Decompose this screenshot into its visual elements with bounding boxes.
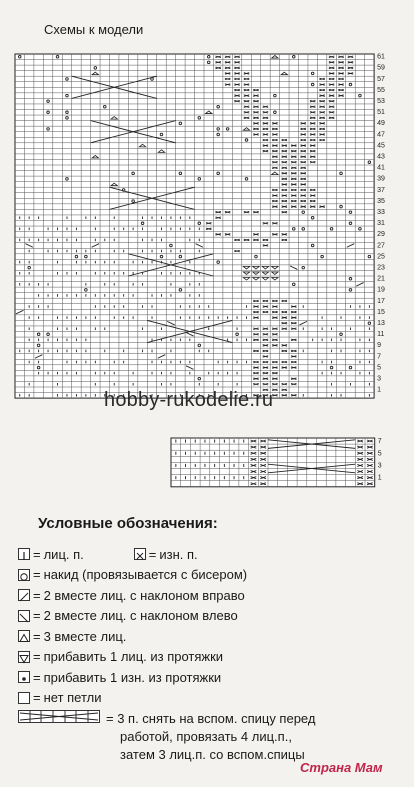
purl-icon xyxy=(134,548,146,560)
legend-item-inc-purl: = прибавить 1 изн. из протяжки xyxy=(18,667,408,688)
row-number-label: 3 xyxy=(377,375,382,383)
page-title: Схемы к модели xyxy=(44,22,144,37)
row-number-label: 15 xyxy=(377,308,385,316)
row-number-label: 7 xyxy=(377,438,382,446)
cable-icon xyxy=(18,710,100,729)
row-number-label: 17 xyxy=(377,297,385,305)
legend-item-no-stitch: = нет петли xyxy=(18,688,408,709)
row-number-label: 19 xyxy=(377,286,385,294)
site-logo: Страна Мам xyxy=(300,760,383,775)
row-number-label: 39 xyxy=(377,175,385,183)
legend-item-k2tog-left: = 2 вместе лиц. с наклоном влево xyxy=(18,606,408,627)
legend xyxy=(18,544,408,764)
row-number-label: 45 xyxy=(377,142,385,150)
row-number-label: 23 xyxy=(377,264,385,272)
row-number-label: 21 xyxy=(377,275,385,283)
knitting-chart-main xyxy=(14,53,394,423)
row-number-label: 27 xyxy=(377,242,385,250)
row-number-label: 53 xyxy=(377,97,385,105)
row-number-label: 25 xyxy=(377,253,385,261)
yarn-over-bead-icon xyxy=(18,569,30,581)
row-number-label: 55 xyxy=(377,86,385,94)
row-number-label: 3 xyxy=(377,462,382,470)
legend-item-k3tog: = 3 вместе лиц. xyxy=(18,626,408,647)
legend-item-cable: = 3 п. снять на вспом. спицу перед работой, провязать 4 лиц.п., затем 3 лиц.п. со вспом.спицы xyxy=(18,710,408,764)
row-number-label: 51 xyxy=(377,109,385,117)
row-number-label: 57 xyxy=(377,75,385,83)
k2tog-left-icon xyxy=(18,610,30,622)
inc-knit-icon xyxy=(18,651,30,663)
legend-title: Условные обозначения: xyxy=(38,515,218,532)
legend-item-knit: = лиц. п. = изн. п. xyxy=(18,544,408,565)
row-number-label: 59 xyxy=(377,64,385,72)
row-number-label: 11 xyxy=(377,331,385,339)
knit-icon xyxy=(18,548,30,560)
k2tog-right-icon xyxy=(18,589,30,601)
legend-item-yarn-over: = накид (провязывается с бисером) xyxy=(18,565,408,586)
k3tog-icon xyxy=(18,630,30,642)
row-number-label: 31 xyxy=(377,220,385,228)
watermark-text: hobby-rukodelie.ru xyxy=(104,389,274,411)
row-number-label: 49 xyxy=(377,120,385,128)
row-number-label: 33 xyxy=(377,208,385,216)
row-number-label: 5 xyxy=(377,450,382,458)
legend-item-k2tog-right: = 2 вместе лиц. с наклоном вправо xyxy=(18,585,408,606)
row-number-label: 5 xyxy=(377,364,382,372)
row-number-label: 35 xyxy=(377,197,385,205)
row-number-label: 1 xyxy=(377,386,382,394)
inc-purl-icon xyxy=(18,671,30,683)
row-number-label: 37 xyxy=(377,186,385,194)
row-number-label: 41 xyxy=(377,164,385,172)
knitting-chart-cable xyxy=(170,437,400,489)
row-number-label: 61 xyxy=(377,53,385,61)
row-number-label: 1 xyxy=(377,474,382,482)
row-number-label: 43 xyxy=(377,153,385,161)
row-number-label: 7 xyxy=(377,353,382,361)
row-number-label: 13 xyxy=(377,319,385,327)
row-number-label: 29 xyxy=(377,231,385,239)
no-stitch-icon xyxy=(18,692,30,704)
row-number-label: 47 xyxy=(377,131,385,139)
row-number-label: 9 xyxy=(377,342,382,350)
legend-item-inc-knit: = прибавить 1 лиц. из протяжки xyxy=(18,647,408,668)
